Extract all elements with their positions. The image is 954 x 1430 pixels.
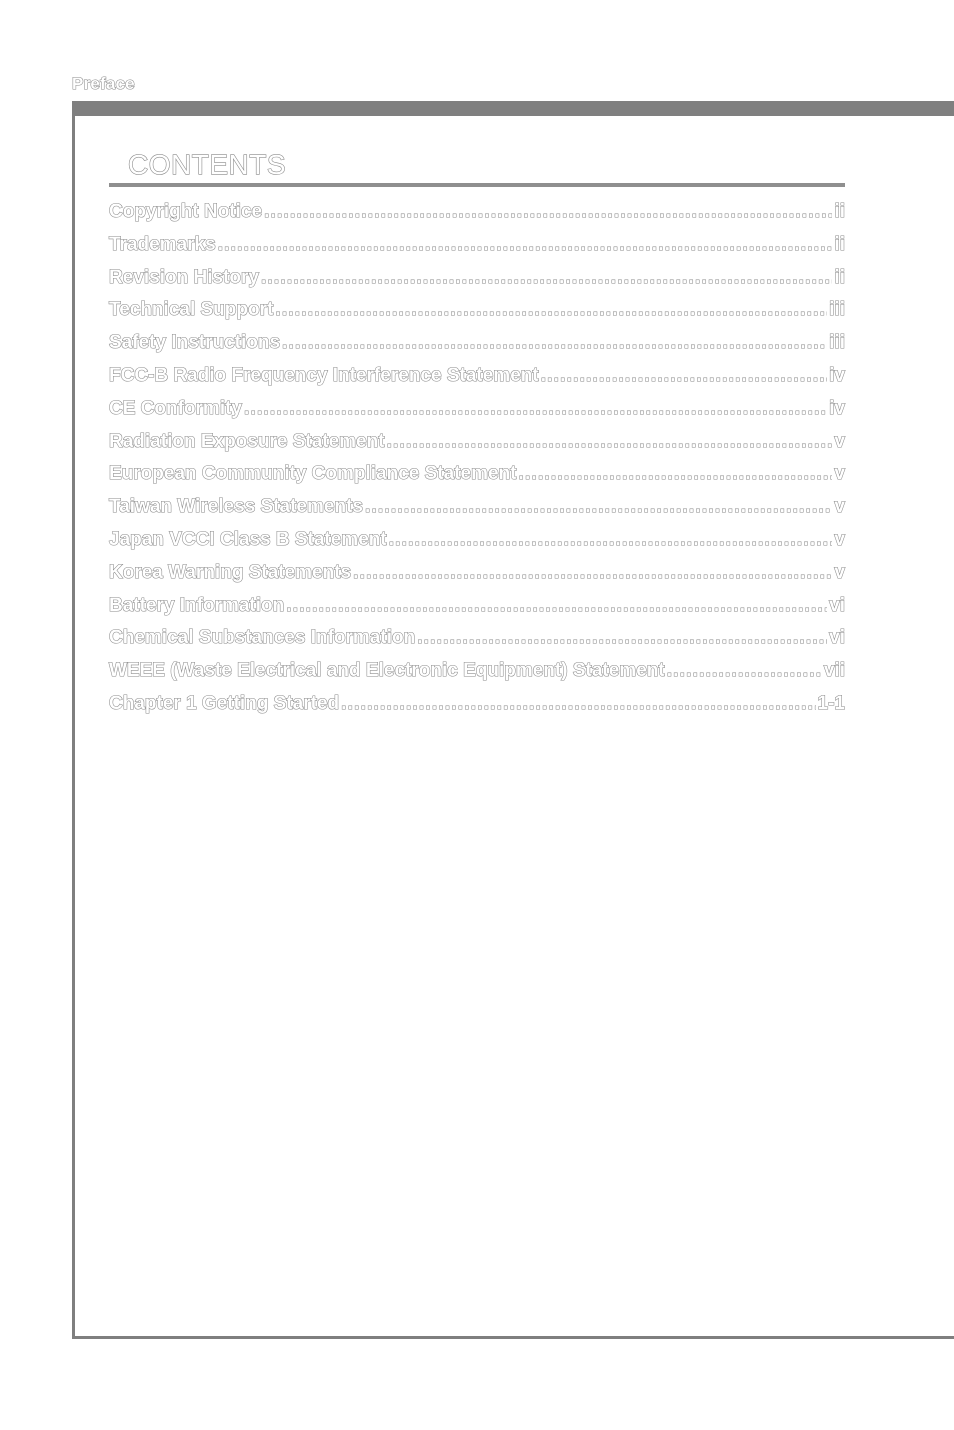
toc-leader-dots [389,529,833,551]
toc-leader-dots [341,693,815,715]
toc-entry-label: Copyright Notice [109,201,263,222]
toc-entry-label: Chemical Substances Information [109,627,416,649]
toc-entry-label: Korea Warning Statements [109,561,352,583]
toc-entry-label: Safety Instructions [109,332,281,354]
toc-entry-trademarks[interactable] [109,234,845,267]
contents-title: CONTENTS [128,149,286,180]
toc-entry-korea-warning[interactable] [109,562,845,595]
toc-entry-label: CE Conformity [109,397,242,419]
toc-entry-label: Technical Support [109,299,274,321]
toc-entry-label: Radiation Exposure Statement [109,430,385,452]
toc-entry-label: WEEE (Waste Electrical and Electronic Equipment) Statement [109,660,665,682]
toc-entry-label: Battery Information [109,594,285,616]
toc-entry-page: iv [829,364,845,386]
toc-entry-copyright-notice[interactable] [109,201,845,234]
toc-leader-dots [264,201,832,223]
toc-entry-radiation-exposure[interactable] [109,431,845,464]
toc-entry-revision-history[interactable] [109,267,845,300]
toc-entry-page: v [834,463,845,485]
toc-entry-label: Japan VCCI Class B Statement [109,528,387,550]
toc-entry-page: vi [829,594,845,616]
toc-leader-dots [244,398,827,420]
table-of-contents [109,201,845,726]
toc-leader-dots [387,431,833,453]
toc-entry-page: ii [834,201,845,222]
bottom-rule [72,1336,954,1339]
toc-entry-label: Revision History [109,266,259,288]
toc-leader-dots [353,562,832,584]
toc-entry-label: Taiwan Wireless Statements [109,496,363,518]
toc-leader-dots [519,463,833,485]
toc-entry-page: 1-1 [817,692,845,714]
toc-entry-label: Chapter 1 Getting Started [109,692,340,714]
toc-entry-ce-conformity[interactable] [109,398,845,431]
toc-leader-dots [667,660,822,682]
toc-entry-weee-statement[interactable] [109,660,845,693]
toc-leader-dots [541,365,827,387]
toc-entry-page: vi [829,627,845,649]
toc-leader-dots [261,267,833,289]
toc-leader-dots [282,332,827,354]
toc-entry-label: Trademarks [109,233,216,255]
toc-leader-dots [275,299,827,321]
left-margin-rule [72,101,75,1339]
toc-entry-chemical-substances[interactable] [109,627,845,660]
toc-leader-dots [365,496,832,518]
toc-entry-taiwan-wireless[interactable] [109,496,845,529]
toc-entry-battery-information[interactable] [109,595,845,628]
toc-entry-page: ii [834,266,845,288]
toc-entry-technical-support[interactable] [109,299,845,332]
toc-entry-safety-instructions[interactable] [109,332,845,365]
toc-entry-page: v [834,528,845,550]
contents-title-underline [109,183,845,187]
toc-entry-page: v [834,430,845,452]
toc-entry-fcc-b-statement[interactable] [109,365,845,398]
toc-leader-dots [218,234,833,256]
toc-entry-page: vii [823,660,845,682]
toc-entry-page: v [834,496,845,518]
toc-entry-page: iii [829,299,845,321]
toc-entry-chapter-1[interactable] [109,693,845,726]
toc-entry-label: European Community Compliance Statement [109,463,517,485]
toc-entry-page: v [834,561,845,583]
toc-entry-european-compliance[interactable] [109,463,845,496]
toc-entry-label: FCC-B Radio Frequency Interference Statement [109,364,539,386]
toc-entry-page: ii [834,233,845,255]
toc-entry-page: iv [829,397,845,419]
header-bar [72,101,954,116]
toc-entry-page: iii [829,332,845,354]
toc-leader-dots [286,595,827,617]
section-label: Preface [72,74,135,93]
toc-entry-japan-vcci[interactable] [109,529,845,562]
toc-leader-dots [417,627,827,649]
